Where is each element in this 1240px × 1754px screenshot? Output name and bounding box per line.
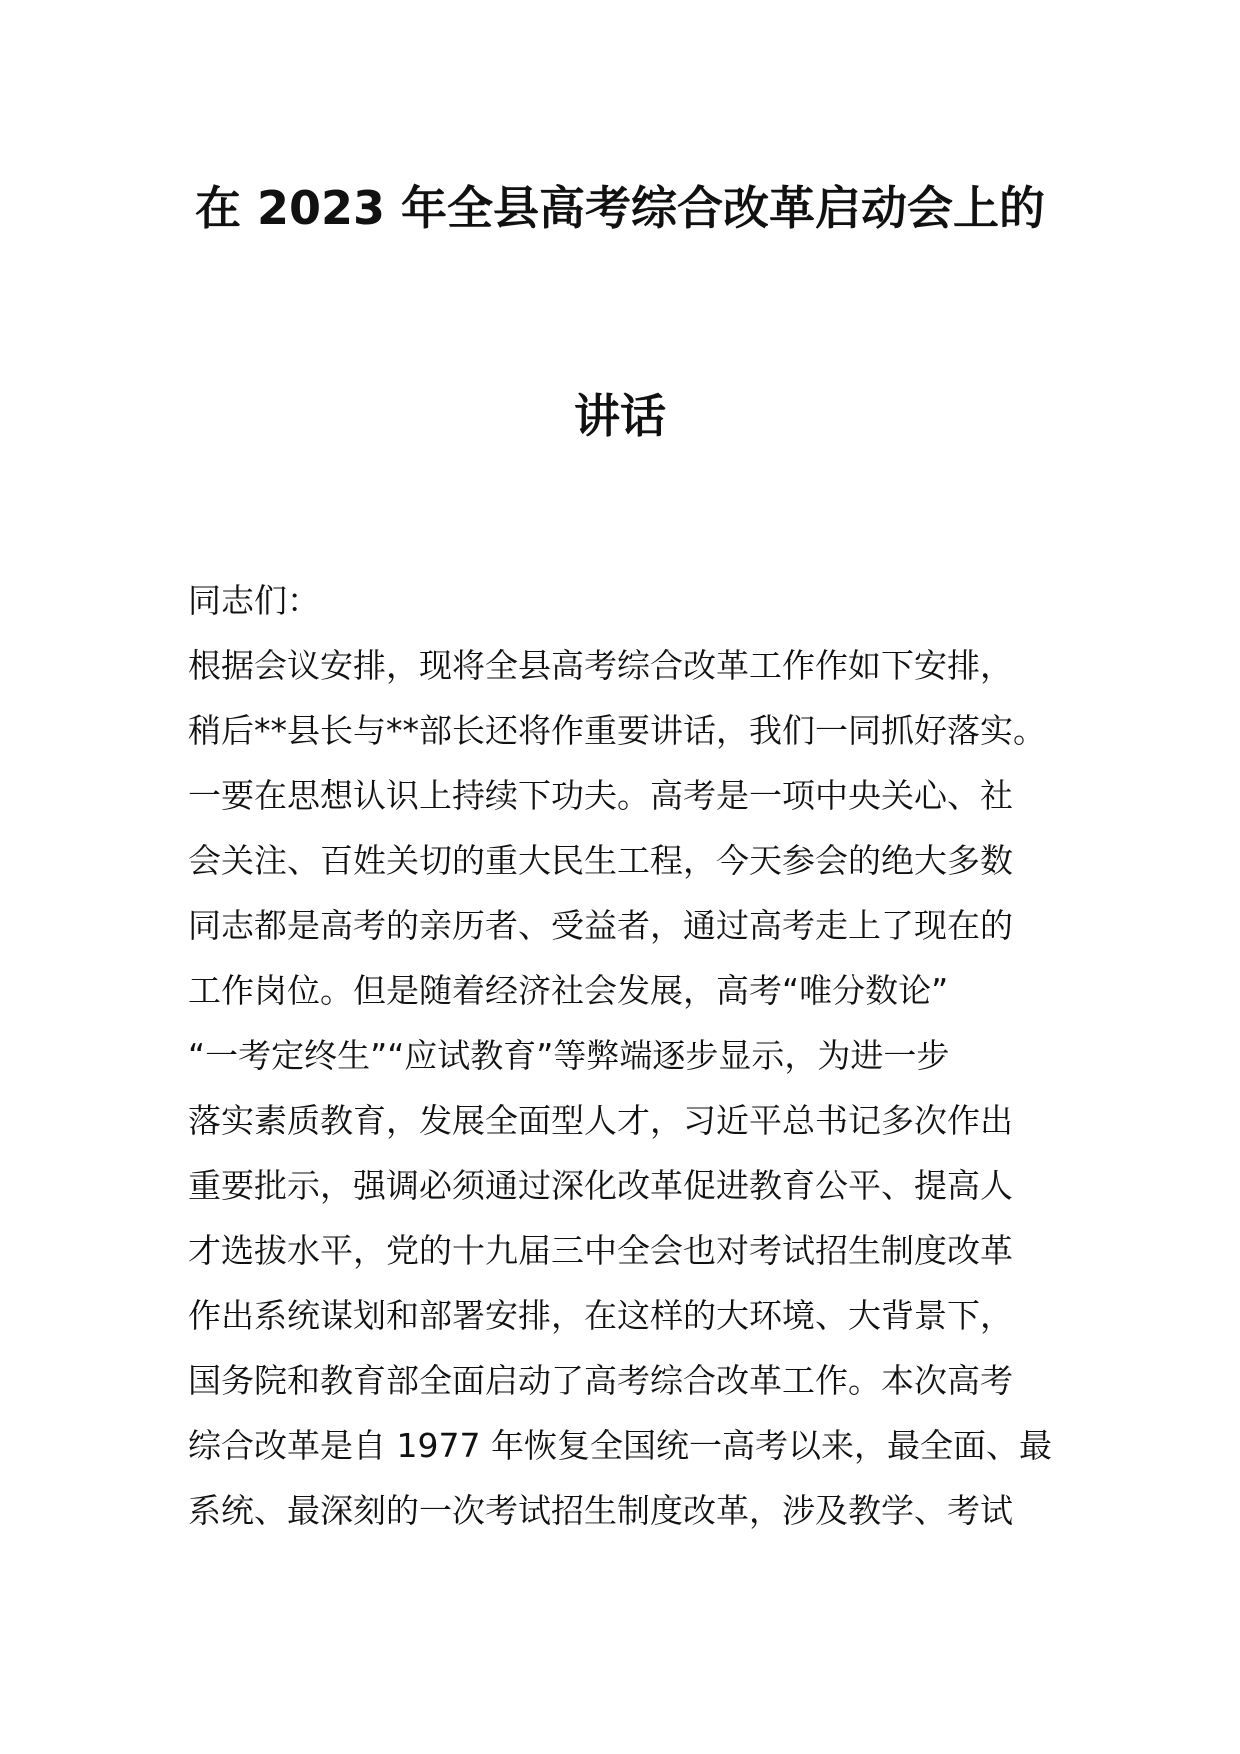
body-line: 工作岗位。但是随着经济社会发展，高考“唯分数论”	[188, 971, 949, 1010]
body-line: 才选拔水平，党的十九届三中全会也对考试招生制度改革	[188, 1231, 1013, 1270]
document-body	[188, 568, 1068, 1543]
body-line: 会关注、百姓关切的重大民生工程，今天参会的绝大多数	[188, 841, 1013, 880]
body-line: 综合改革是自 1977 年恢复全国统一高考以来，最全面、最	[188, 1426, 1052, 1465]
body-line: 根据会议安排，现将全县高考综合改革工作作如下安排，	[188, 646, 1013, 685]
body-line: 系统、最深刻的一次考试招生制度改革，涉及教学、考试	[188, 1491, 1013, 1530]
body-line: 国务院和教育部全面启动了高考综合改革工作。本次高考	[188, 1361, 1013, 1400]
salutation: 同志们：	[188, 581, 320, 620]
body-line: 重要批示，强调必须通过深化改革促进教育公平、提高人	[188, 1166, 1013, 1205]
body-line: 一要在思想认识上持续下功夫。高考是一项中央关心、社	[188, 776, 1013, 815]
body-line: 稍后**县长与**部长还将作重要讲话，我们一同抓好落实。	[188, 711, 1046, 750]
body-line: 同志都是高考的亲历者、受益者，通过高考走上了现在的	[188, 906, 1013, 945]
document-title-line-2: 讲话	[574, 389, 666, 443]
body-line: 落实素质教育，发展全面型人才，习近平总书记多次作出	[188, 1101, 1013, 1140]
body-line: 作出系统谋划和部署安排，在这样的大环境、大背景下，	[188, 1296, 1013, 1335]
body-line: “一考定终生”“应试教育”等弊端逐步显示，为进一步	[188, 1036, 950, 1075]
document-title-line-1: 在 2023 年全县高考综合改革启动会上的	[194, 181, 1046, 235]
